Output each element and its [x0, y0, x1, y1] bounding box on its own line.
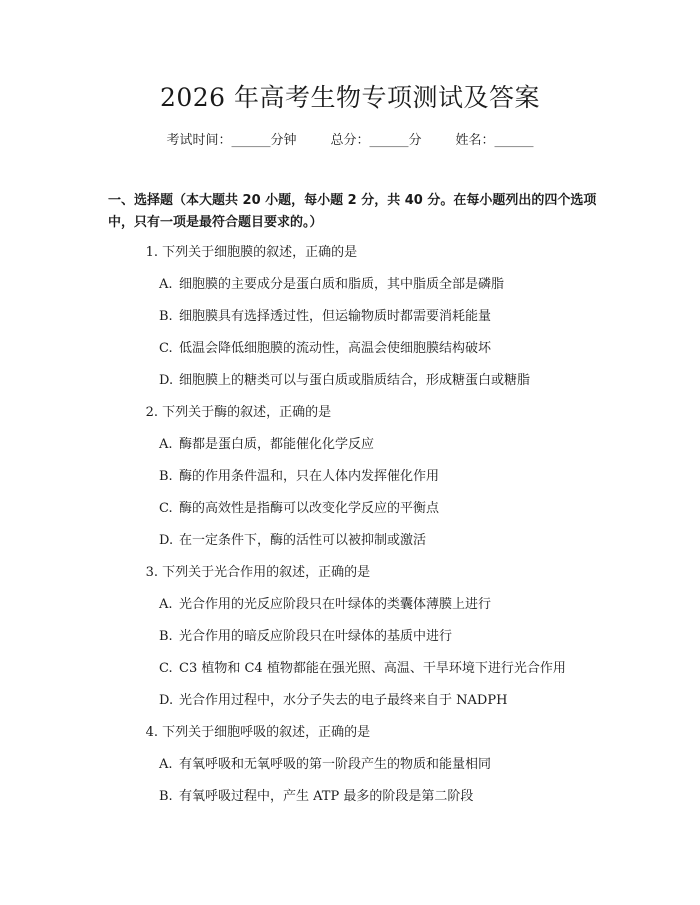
- score-unit: 分: [408, 133, 422, 148]
- question-text: 下列关于细胞呼吸的叙述，正确的是: [162, 725, 371, 740]
- option-letter: C.: [159, 501, 173, 516]
- option-text: 光合作用的暗反应阶段只在叶绿体的基质中进行: [179, 629, 453, 644]
- time-blank: ______: [231, 133, 271, 148]
- option-text: 在一定条件下，酶的活性可以被抑制或激活: [179, 533, 427, 548]
- question-1: [108, 243, 600, 263]
- option-letter: D.: [159, 373, 174, 388]
- option-3a: [159, 595, 599, 615]
- question-number: 4.: [145, 725, 158, 740]
- option-4b: [159, 787, 599, 807]
- option-text: 光合作用的光反应阶段只在叶绿体的类囊体薄膜上进行: [179, 597, 492, 612]
- option-2b: [159, 467, 599, 487]
- option-text: 细胞膜的主要成分是蛋白质和脂质，其中脂质全部是磷脂: [179, 277, 505, 292]
- option-text: 酶都是蛋白质，都能催化化学反应: [179, 437, 375, 452]
- option-text: 细胞膜上的糖类可以与蛋白质或脂质结合，形成糖蛋白或糖脂: [179, 373, 531, 388]
- question-2: [108, 403, 600, 423]
- option-2a: [159, 435, 599, 455]
- option-text: 光合作用过程中，水分子失去的电子最终来自于 NADPH: [179, 693, 508, 708]
- option-text: 细胞膜具有选择透过性，但运输物质时都需要消耗能量: [179, 309, 492, 324]
- section-heading: 一、选择题（本大题共 20 小题，每小题 2 分，共 40 分。在每小题列出的四个选项中，只有一项是最符合题目要求的。）: [108, 193, 597, 230]
- option-3c: [159, 659, 599, 679]
- option-text: 有氧呼吸和无氧呼吸的第一阶段产生的物质和能量相同: [179, 757, 492, 772]
- option-1b: [159, 307, 599, 327]
- score-label: 总分：: [330, 133, 370, 148]
- option-letter: A.: [159, 437, 173, 452]
- option-text: 低温会降低细胞膜的流动性，高温会使细胞膜结构破坏: [179, 341, 492, 356]
- option-text: 酶的高效性是指酶可以改变化学反应的平衡点: [179, 501, 440, 516]
- option-letter: A.: [159, 757, 173, 772]
- option-1c: [159, 339, 599, 359]
- question-text: 下列关于细胞膜的叙述，正确的是: [162, 245, 358, 260]
- time-unit: 分钟: [270, 133, 297, 148]
- option-letter: B.: [159, 789, 173, 804]
- option-1a: [159, 275, 599, 295]
- option-letter: B.: [159, 629, 173, 644]
- option-text: 有氧呼吸过程中，产生 ATP 最多的阶段是第二阶段: [179, 789, 474, 804]
- page-title: 2026 年高考生物专项测试及答案: [159, 83, 541, 112]
- option-1d: [159, 371, 599, 391]
- exam-meta: [0, 131, 700, 151]
- option-text: 酶的作用条件温和，只在人体内发挥催化作用: [179, 469, 440, 484]
- name-blank: ______: [494, 133, 534, 148]
- option-letter: A.: [159, 597, 173, 612]
- option-letter: D.: [159, 693, 174, 708]
- question-number: 1.: [145, 245, 158, 260]
- option-letter: A.: [159, 277, 173, 292]
- time-label: 考试时间：: [166, 133, 232, 148]
- question-text: 下列关于光合作用的叙述，正确的是: [162, 565, 371, 580]
- option-letter: B.: [159, 469, 173, 484]
- option-letter: D.: [159, 533, 174, 548]
- option-text: C3 植物和 C4 植物都能在强光照、高温、干旱环境下进行光合作用: [179, 661, 566, 676]
- name-label: 姓名：: [455, 133, 495, 148]
- option-2c: [159, 499, 599, 519]
- option-letter: B.: [159, 309, 173, 324]
- question-3: [108, 563, 600, 583]
- option-letter: C.: [159, 341, 173, 356]
- option-letter: C.: [159, 661, 173, 676]
- option-2d: [159, 531, 599, 551]
- option-3d: [159, 691, 599, 711]
- question-number: 3.: [145, 565, 158, 580]
- option-4a: [159, 755, 599, 775]
- question-number: 2.: [145, 405, 158, 420]
- question-4: [108, 723, 600, 743]
- question-text: 下列关于酶的叙述，正确的是: [162, 405, 332, 420]
- score-blank: ______: [369, 133, 409, 148]
- option-3b: [159, 627, 599, 647]
